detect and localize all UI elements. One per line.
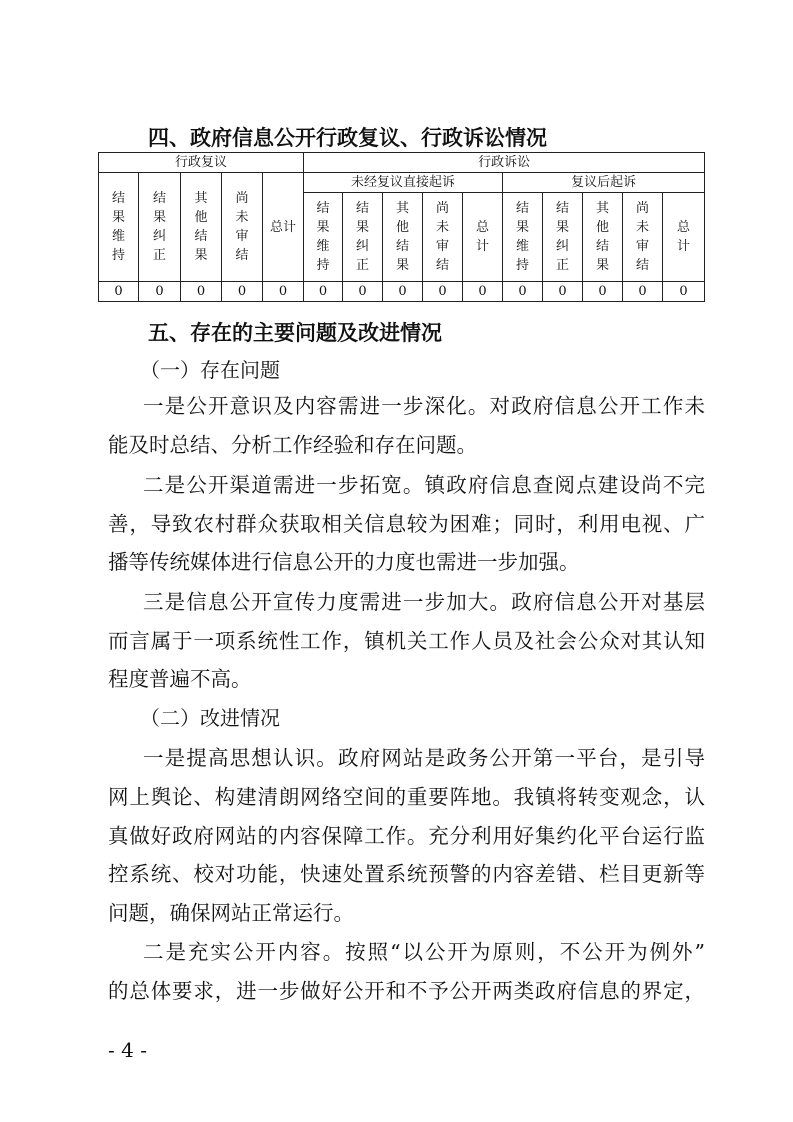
table-cell: 0 bbox=[503, 282, 543, 302]
section4-title: 四、政府信息公开行政复议、行政诉讼情况 bbox=[148, 126, 547, 150]
table-cell: 0 bbox=[181, 282, 222, 302]
col-direct-other: 其他结果 bbox=[383, 193, 423, 282]
paragraph-line: 问题，确保网站正常运行。 bbox=[108, 901, 354, 925]
col-after-maintained: 结果维持 bbox=[503, 193, 543, 282]
table-row bbox=[99, 282, 705, 302]
table-cell: 0 bbox=[583, 282, 623, 302]
header-admin-litigation: 行政诉讼 bbox=[304, 153, 705, 173]
col-after-pending: 尚未审结 bbox=[623, 193, 663, 282]
table-cell: 0 bbox=[623, 282, 663, 302]
col-review-total: 总计 bbox=[263, 173, 304, 282]
header-admin-review: 行政复议 bbox=[99, 153, 304, 173]
review-litigation-table bbox=[98, 152, 705, 302]
header-direct-suit: 未经复议直接起诉 bbox=[304, 173, 503, 193]
table-cell: 0 bbox=[543, 282, 583, 302]
col-direct-corrected: 结果纠正 bbox=[343, 193, 383, 282]
table-cell: 0 bbox=[423, 282, 463, 302]
table-cell: 0 bbox=[222, 282, 263, 302]
paragraph-line: 二是公开渠道需进一步拓宽。镇政府信息查阅点建设尚不完 bbox=[143, 473, 705, 497]
table-cell: 0 bbox=[343, 282, 383, 302]
paragraph-line: 一是公开意识及内容需进一步深化。对政府信息公开工作未 bbox=[143, 394, 705, 418]
paragraph-line: 二是充实公开内容。按照“以公开为原则，不公开为例外” bbox=[143, 940, 705, 964]
col-review-corrected: 结果纠正 bbox=[139, 173, 181, 282]
table-cell: 0 bbox=[139, 282, 181, 302]
col-after-other: 其他结果 bbox=[583, 193, 623, 282]
col-direct-total: 总计 bbox=[463, 193, 503, 282]
paragraph-line: 播等传统媒体进行信息公开的力度也需进一步加强。 bbox=[108, 550, 580, 574]
page-number: - 4 - bbox=[108, 1038, 147, 1062]
section5-title: 五、存在的主要问题及改进情况 bbox=[148, 321, 442, 345]
table-cell: 0 bbox=[304, 282, 343, 302]
col-direct-pending: 尚未审结 bbox=[423, 193, 463, 282]
paragraph-line: 控系统、校对功能，快速处置系统预警的内容差错、栏目更新等 bbox=[108, 862, 705, 886]
col-review-other: 其他结果 bbox=[181, 173, 222, 282]
paragraph-line: 善，导致农村群众获取相关信息较为困难；同时，利用电视、广 bbox=[108, 512, 705, 536]
table-cell: 0 bbox=[263, 282, 304, 302]
table-cell: 0 bbox=[99, 282, 139, 302]
paragraph-line: 网上舆论、构建清朗网络空间的重要阵地。我镇将转变观念，认 bbox=[108, 785, 705, 809]
col-direct-maintained: 结果维持 bbox=[304, 193, 343, 282]
subsection-problems-title: （一）存在问题 bbox=[140, 358, 280, 382]
col-after-corrected: 结果纠正 bbox=[543, 193, 583, 282]
table-cell: 0 bbox=[463, 282, 503, 302]
header-suit-after-review: 复议后起诉 bbox=[503, 173, 705, 193]
paragraph-line: 的总体要求，进一步做好公开和不予公开两类政府信息的界定， bbox=[108, 979, 705, 1003]
col-review-maintained: 结果维持 bbox=[99, 173, 139, 282]
paragraph-line: 能及时总结、分析工作经验和存在问题。 bbox=[108, 433, 477, 457]
col-after-total: 总计 bbox=[663, 193, 705, 282]
table-cell: 0 bbox=[663, 282, 705, 302]
table-cell: 0 bbox=[383, 282, 423, 302]
paragraph-line: 真做好政府网站的内容保障工作。充分利用好集约化平台运行监 bbox=[108, 824, 705, 848]
subsection-improvements-title: （二）改进情况 bbox=[140, 706, 280, 730]
paragraph-line: 程度普遍不高。 bbox=[108, 667, 252, 691]
col-review-pending: 尚未审结 bbox=[222, 173, 263, 282]
paragraph-line: 三是信息公开宣传力度需进一步加大。政府信息公开对基层 bbox=[143, 590, 705, 614]
paragraph-line: 一是提高思想认识。政府网站是政务公开第一平台，是引导 bbox=[143, 746, 705, 770]
paragraph-line: 而言属于一项系统性工作，镇机关工作人员及社会公众对其认知 bbox=[108, 629, 705, 653]
